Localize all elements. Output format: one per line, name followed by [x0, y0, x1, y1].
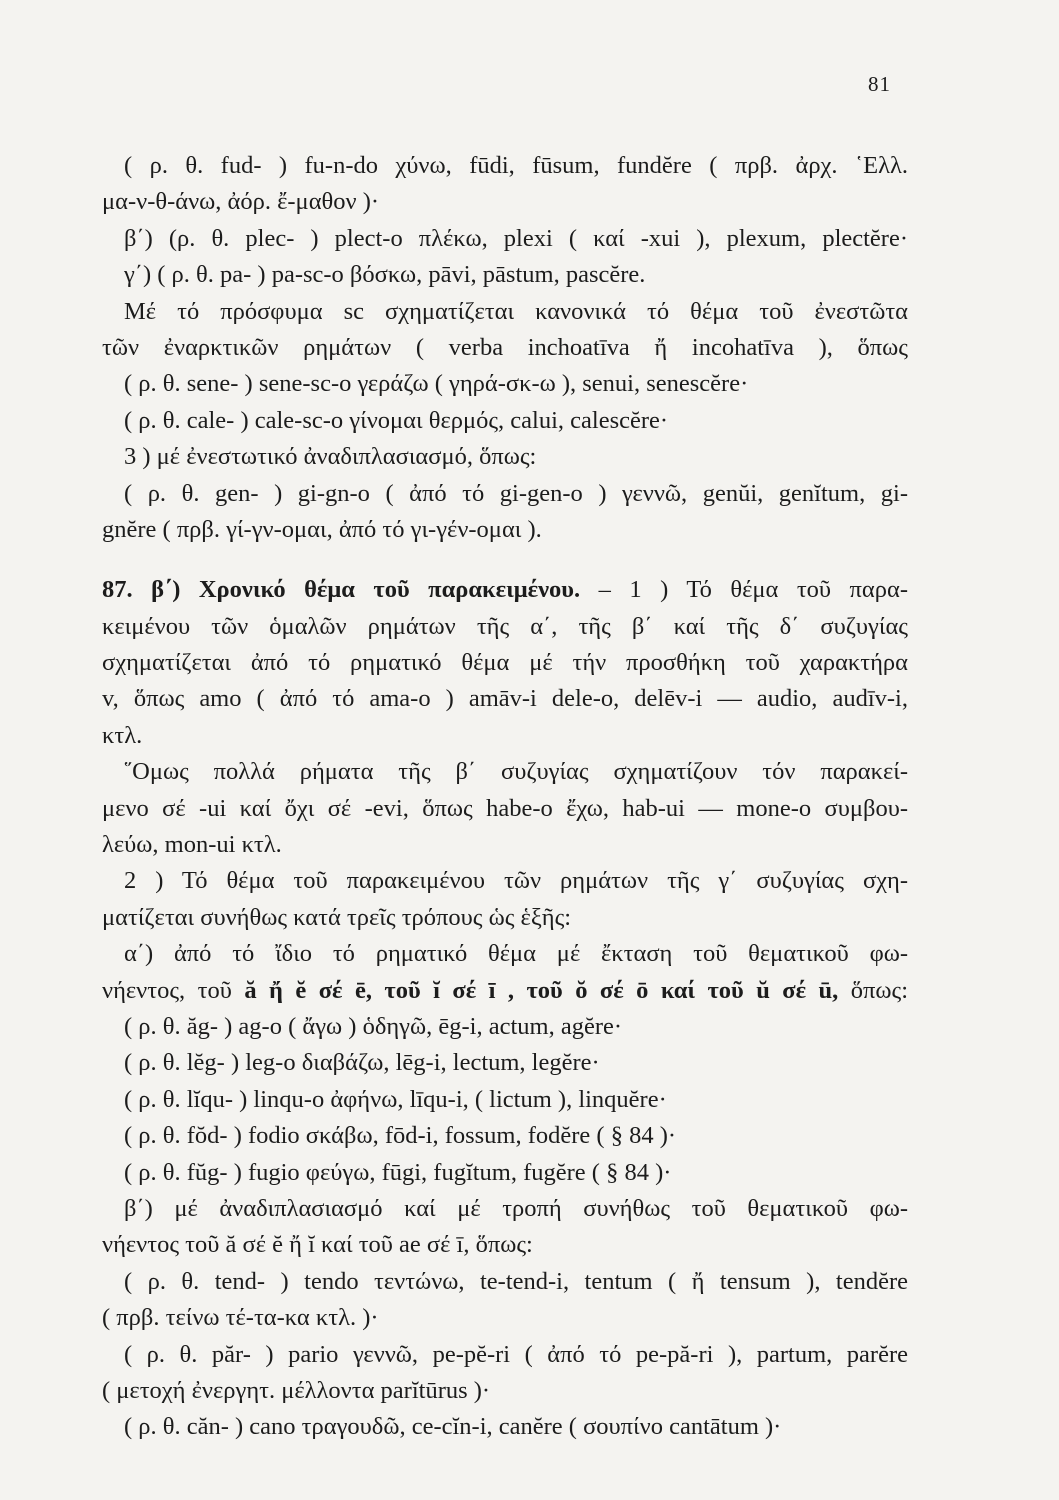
- text-line: ῞Ομως πολλά ρήματα τῆς β΄ συζυγίας σχηματίζουν τόν παρακεί-: [124, 758, 908, 786]
- text-line: β΄) (ρ. θ. plec- ) plect-o πλέκω, plexi ( καί -xui ), plexum, plectĕre·: [124, 224, 908, 252]
- page-number: 81: [868, 72, 891, 96]
- text-line: ( ρ. θ. sene- ) sene-sc-o γεράζω ( γηρά-σκ-ω ), senui, senescĕre·: [124, 370, 749, 398]
- text-line: ( ρ. θ. ăg- ) ag-o ( ἄγω ) ὁδηγῶ, ēg-i, actum, agĕre·: [124, 1012, 623, 1040]
- text-line: ( ρ. θ. păr- ) pario γεννῶ, pe-pĕ-ri ( ἀπό τό pe-pă-ri ), partum, parĕre: [124, 1340, 908, 1368]
- text-line: 2 ) Τό θέμα τοῦ παρακειμένου τῶν ρημάτων τῆς γ΄ συζυγίας σχη-: [124, 867, 908, 895]
- text-line: γ΄) ( ρ. θ. pa- ) pa-sc-o βόσκω, pāvi, pāstum, pascĕre.: [124, 261, 646, 289]
- text-line: gnĕre ( πρβ. γί-γν-ομαι, ἀπό τό γι-γέν-ομαι ).: [102, 515, 542, 543]
- text-line: ματίζεται συνήθως κατά τρεῖς τρόπους ὡς ἑξῆς:: [102, 903, 572, 931]
- text-line: μα-ν-θ-άνω, ἀόρ. ἔ-μαθον )·: [102, 188, 380, 216]
- section-number: 87.: [102, 576, 133, 604]
- text-line: ( ρ. θ. tend- ) tendo τεντώνω, te-tend-i, tentum ( ἤ tensum ), tendĕre: [124, 1267, 908, 1295]
- text-line: κτλ.: [102, 721, 143, 749]
- text-line: σχηματίζεται ἀπό τό ρηματικό θέμα μέ τήν προσθήκη τοῦ χαρακτήρα: [102, 649, 908, 677]
- text-line: ( ρ. θ. cale- ) cale-sc-o γίνομαι θερμός, calui, calescĕre·: [124, 406, 669, 434]
- main-text: [102, 148, 908, 1446]
- text-line: ( πρβ. τείνω τέ-τα-κα κτλ. )·: [102, 1304, 379, 1332]
- text-line: β΄) μέ ἀναδιπλασιασμό καί μέ τροπή συνήθως τοῦ θεματικοῦ φω-: [124, 1194, 908, 1222]
- section-title: β΄) Χρονικό θέμα τοῦ παρακειμένου.: [151, 576, 581, 604]
- text-line: ( ρ. θ. lĭqu- ) linqu-o ἀφήνω, līqu-i, ( lictum ), linquĕre·: [124, 1085, 667, 1113]
- text-line: κειμένου τῶν ὁμαλῶν ρημάτων τῆς α΄, τῆς β΄ καί τῆς δ΄ συζυγίας: [102, 612, 908, 640]
- text-line: ( ρ. θ. fŭg- ) fugio φεύγω, fūgi, fugĭtum, fugĕre ( § 84 )·: [124, 1158, 672, 1186]
- vowel-lengthening-bold: ă ἤ ĕ σέ ē, τοῦ ĭ σέ ī , τοῦ ŏ σέ ō καί τοῦ ŭ σέ ū,: [244, 976, 839, 1004]
- text-line: ( ρ. θ. căn- ) cano τραγουδῶ, ce-cĭn-i, canĕre ( σουπίνο cantātum )·: [124, 1413, 782, 1441]
- text-line: ( ρ. θ. gen- ) gi-gn-o ( ἀπό τό gi-gen-o ) γεννῶ, genŭi, genĭtum, gi-: [124, 479, 908, 507]
- text-line: νήεντος τοῦ ă σέ ĕ ἤ ĭ καί τοῦ ae σέ ī, ὅπως:: [102, 1231, 533, 1259]
- text-line: μενο σέ -ui καί ὄχι σέ -evi, ὅπως habe-o ἔχω, hab-ui — mone-o συμβου-: [102, 794, 908, 822]
- text-line: v, ὅπως amo ( ἀπό τό ama-o ) amāv-i dele-o, delēv-i — audio, audīv-i,: [102, 685, 908, 713]
- section-gap: [102, 548, 908, 572]
- text-line: ( ρ. θ. fŏd- ) fodio σκάβω, fōd-i, fossum, fodĕre ( § 84 )·: [124, 1122, 677, 1150]
- text-line: ( ρ. θ. fud- ) fu-n-do χύνω, fūdi, fūsum, fundĕre ( πρβ. ἀρχ. ῾Ελλ.: [124, 152, 908, 179]
- text-line: ( μετοχή ἐνεργητ. μέλλοντα parĭtūrus )·: [102, 1376, 491, 1404]
- text-line: τῶν ἐναρκτικῶν ρημάτων ( verba inchoatīva ἤ incohatīva ), ὅπως: [102, 333, 908, 361]
- text-line: ( ρ. θ. lĕg- ) leg-o διαβάζω, lēg-i, lectum, legĕre·: [124, 1049, 600, 1077]
- text-line-vowels: [102, 973, 908, 1009]
- section-intro: – 1 ) Τό θέμα τοῦ παρα-: [598, 576, 908, 604]
- text-line: Μέ τό πρόσφυμα sc σχηματίζεται κανονικά τό θέμα τοῦ ἐνεστῶτα: [124, 297, 908, 325]
- text-line: λεύω, mon-ui κτλ.: [102, 831, 282, 859]
- text-line: α΄) ἀπό τό ἴδιο τό ρηματικό θέμα μέ ἔκταση τοῦ θεματικοῦ φω-: [124, 940, 908, 968]
- text-fragment: νήεντος, τοῦ: [102, 976, 232, 1004]
- text-line: 3 ) μέ ἐνεστωτικό ἀναδιπλασιασμό, ὅπως:: [124, 443, 537, 471]
- text-fragment: ὅπως:: [850, 976, 909, 1004]
- section-heading-line: [102, 572, 908, 608]
